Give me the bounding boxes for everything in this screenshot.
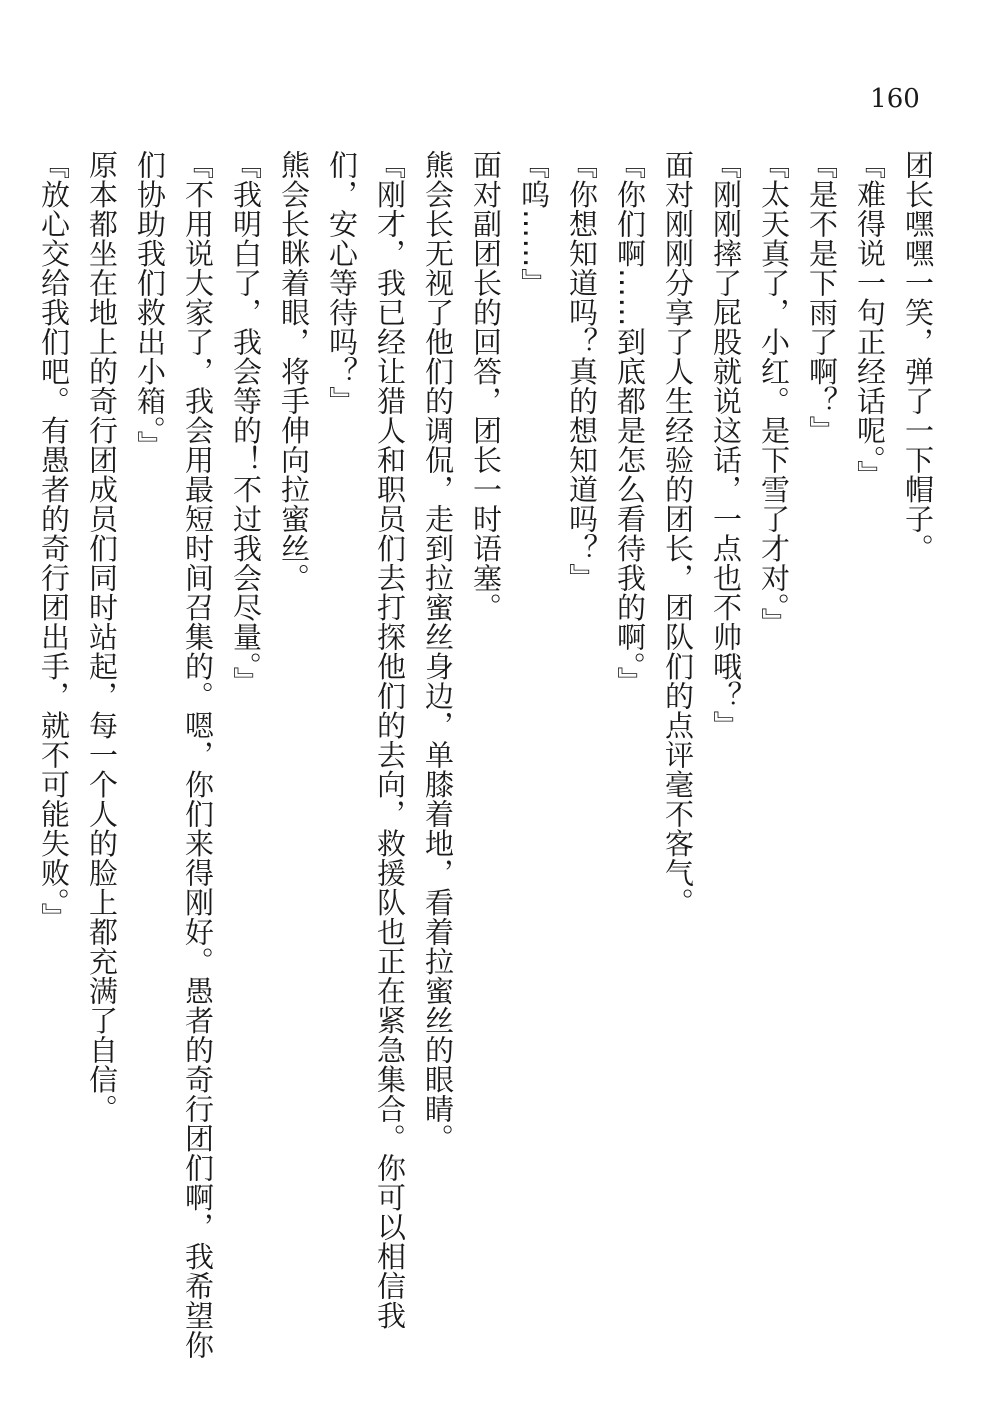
paragraph: 『你想知道吗？真的想知道吗？』 xyxy=(565,150,599,593)
paragraph: 熊会长无视了他们的调侃，走到拉蜜丝身边，单膝着地，看着拉蜜丝的眼睛。 xyxy=(421,150,455,1153)
paragraph: 面对刚刚分享了人生经验的团长，团队们的点评毫不客气。 xyxy=(661,150,695,917)
paragraph: 『刚才，我已经让猎人和职员们去打探他们的去向，救援队也正在紧急集合。你可以相信我们，安心等待吗？』 xyxy=(325,150,407,1330)
paragraph: 熊会长眯着眼，将手伸向拉蜜丝。 xyxy=(277,150,311,593)
paragraph: 『你们啊……到底都是怎么看待我的啊。』 xyxy=(613,150,647,696)
paragraph: 面对副团长的回答，团长一时语塞。 xyxy=(469,150,503,622)
paragraph: 『放心交给我们吧。有愚者的奇行团出手，就不可能失败。』 xyxy=(37,150,71,932)
vertical-text-body xyxy=(37,150,942,1380)
paragraph: 原本都坐在地上的奇行团成员们同时站起，每一个人的脸上都充满了自信。 xyxy=(85,150,119,1124)
paragraph: 『太天真了，小红。是下雪了才对。』 xyxy=(757,150,791,637)
paragraph: 『是不是下雨了啊？』 xyxy=(805,150,839,445)
paragraph: 『不用说大家了，我会用最短时间召集的。嗯，你们来得刚好。愚者的奇行团们啊，我希望你们协助我们救出小箱。』 xyxy=(133,150,215,1360)
paragraph: 『难得说一句正经话呢。』 xyxy=(853,150,887,490)
paragraph: 『我明白了，我会等的！不过我会尽量。』 xyxy=(229,150,263,696)
page-number: 160 xyxy=(870,84,920,114)
paragraph: 『刚刚摔了屁股就说这话，一点也不帅哦？』 xyxy=(709,150,743,740)
paragraph: 团长嘿嘿一笑，弹了一下帽子。 xyxy=(901,150,935,563)
paragraph: 『呜……』 xyxy=(517,150,551,298)
